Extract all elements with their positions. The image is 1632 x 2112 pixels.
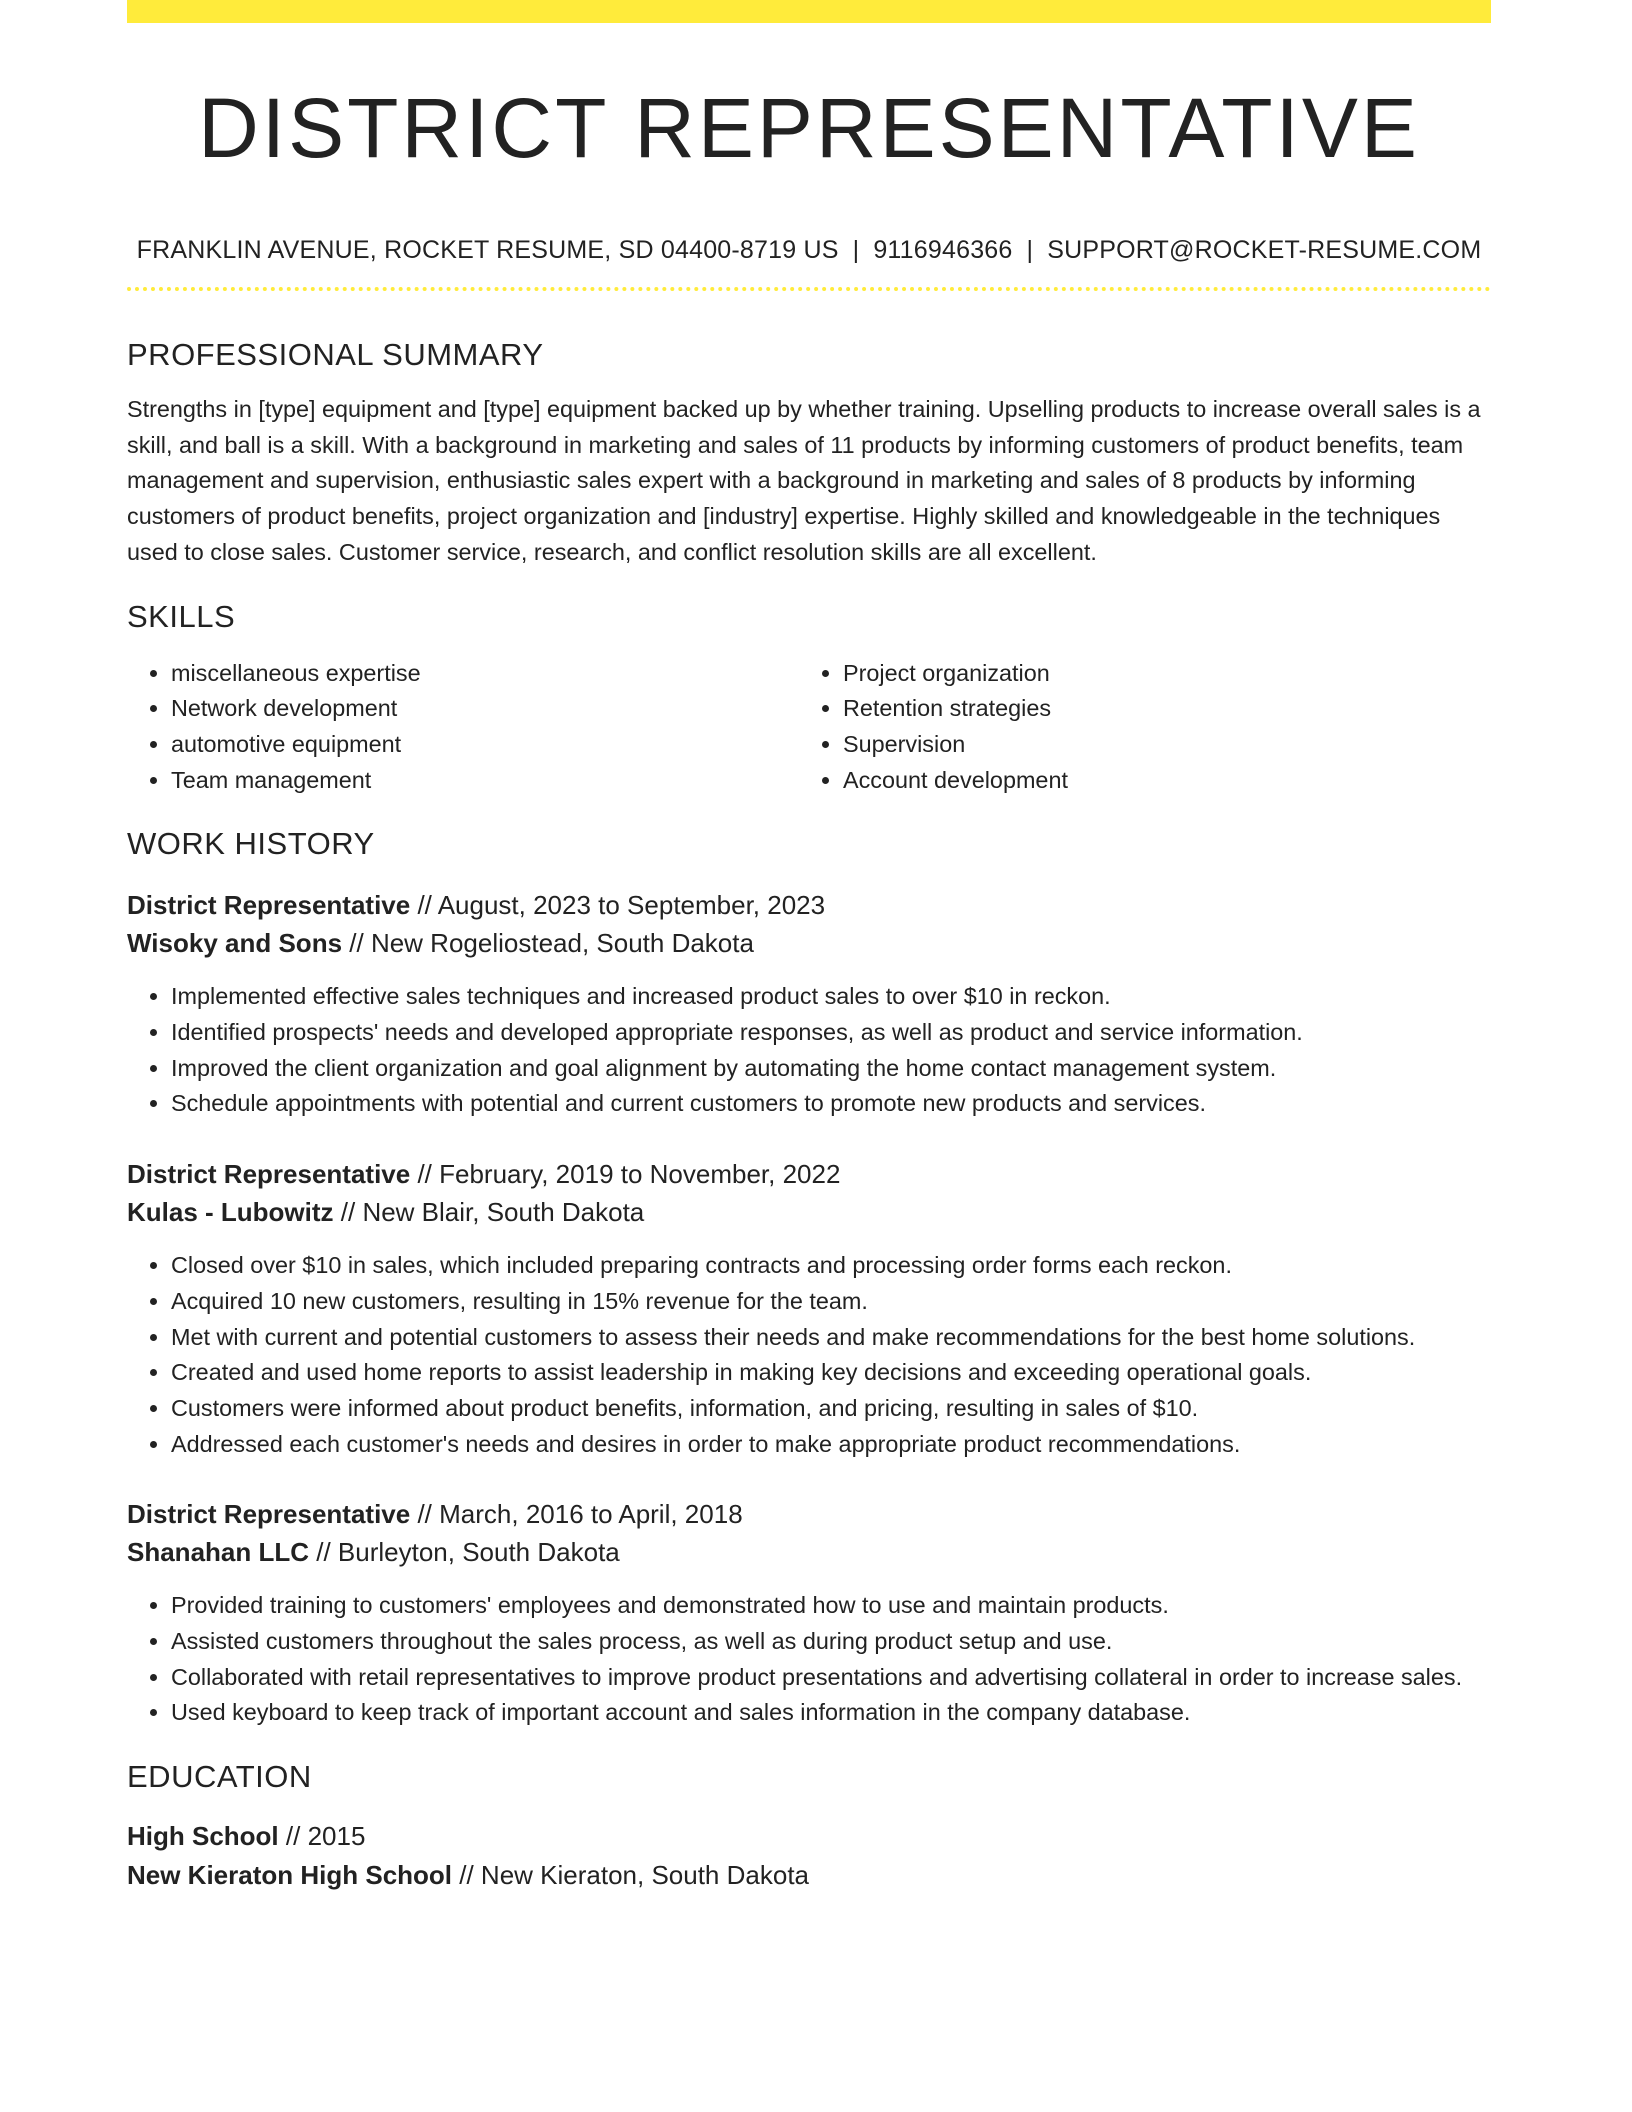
resume-content	[127, 0, 1491, 1895]
skill-item: • miscellaneous expertise	[171, 656, 799, 692]
education-school: New Kieraton High School	[127, 1860, 453, 1891]
skill-item: • Project organization	[843, 656, 1471, 692]
job-bullet: • Met with current and potential customers to assess their needs and make recommendations for the best home solutions.	[171, 1320, 1491, 1356]
job-entry	[127, 1155, 1491, 1462]
skill-item: • automotive equipment	[171, 727, 799, 763]
contact-phone: 9116946366	[873, 236, 1013, 264]
skill-item: • Account development	[843, 763, 1471, 799]
job-company-line	[127, 924, 1491, 962]
job-bullet: • Implemented effective sales techniques and increased product sales to over $10 in reckon.	[171, 979, 1491, 1015]
dotted-divider	[127, 287, 1491, 291]
job-role: District Representative	[127, 1159, 411, 1190]
job-entry	[127, 1495, 1491, 1731]
skill-item: • Retention strategies	[843, 691, 1471, 727]
job-company: Wisoky and Sons	[127, 928, 343, 959]
job-role-line	[127, 1155, 1491, 1193]
job-role-line	[127, 886, 1491, 924]
job-bullet: • Provided training to customers' employees and demonstrated how to use and maintain products.	[171, 1588, 1491, 1624]
job-location: // New Blair, South Dakota	[333, 1197, 645, 1228]
skill-item: • Network development	[171, 691, 799, 727]
job-location: // New Rogeliostead, South Dakota	[342, 928, 754, 959]
job-bullet: • Created and used home reports to assist leadership in making key decisions and exceeding operational goals.	[171, 1355, 1491, 1391]
education-entry	[127, 1817, 1491, 1895]
skill-item: • Supervision	[843, 727, 1471, 763]
skills-column-left	[127, 656, 799, 799]
contact-separator: |	[1026, 236, 1034, 264]
job-bullet: • Addressed each customer's needs and desires in order to make appropriate product recommendations.	[171, 1427, 1491, 1463]
job-bullet: • Schedule appointments with potential and current customers to promote new products and services.	[171, 1086, 1491, 1122]
job-role: District Representative	[127, 890, 411, 921]
skill-item: • Team management	[171, 763, 799, 799]
summary-heading: PROFESSIONAL SUMMARY	[127, 337, 544, 372]
contact-line	[127, 234, 1491, 266]
job-role-line	[127, 1495, 1491, 1533]
job-entry	[127, 886, 1491, 1122]
skills-heading: SKILLS	[127, 598, 236, 634]
contact-email: SUPPORT@ROCKET-RESUME.COM	[1047, 236, 1482, 264]
job-bullets	[127, 1248, 1491, 1462]
job-bullet: • Collaborated with retail representatives to improve product presentations and advertising collateral in order to increase sales.	[171, 1660, 1491, 1696]
job-location: // Burleyton, South Dakota	[309, 1537, 620, 1568]
job-company: Shanahan LLC	[127, 1537, 310, 1568]
job-bullets	[127, 979, 1491, 1122]
education-degree-line	[127, 1817, 1491, 1856]
summary-text: Strengths in [type] equipment and [type] equipment backed up by whether training. Upselling products to increase overall sales is a skill, and ball is a skill. With a background in marketing and sales of 11 products by informing customers of product benefits, team management and supervision, enthusiastic sales expert with a background in marketing and sales of 8 products by informing customers of product benefits, project organization and [industry] expertise. Highly skilled and knowledgeable in the techniques used to close sales. Customer service, research, and conflict resolution skills are all excellent.	[127, 396, 1481, 565]
skills-column-right	[799, 656, 1471, 799]
candidate-name: DISTRICT REPRESENTATIVE	[198, 81, 1420, 175]
job-bullet: • Identified prospects' needs and developed appropriate responses, as well as product and service information.	[171, 1015, 1491, 1051]
job-bullet: • Used keyboard to keep track of important account and sales information in the company database.	[171, 1695, 1491, 1731]
contact-address: FRANKLIN AVENUE, ROCKET RESUME, SD 04400-8719 US	[136, 236, 839, 264]
job-dates: // August, 2023 to September, 2023	[410, 890, 826, 921]
job-role: District Representative	[127, 1499, 411, 1530]
work-history-heading: WORK HISTORY	[127, 826, 375, 862]
education-school-line	[127, 1856, 1491, 1895]
job-bullet: • Closed over $10 in sales, which included preparing contracts and processing order forms each reckon.	[171, 1248, 1491, 1284]
education-year: // 2015	[278, 1821, 366, 1852]
job-bullet: • Assisted customers throughout the sales process, as well as during product setup and use.	[171, 1624, 1491, 1660]
education-degree: High School	[127, 1821, 279, 1852]
contact-separator: |	[852, 236, 860, 264]
job-bullet: • Acquired 10 new customers, resulting in 15% revenue for the team.	[171, 1284, 1491, 1320]
job-bullet: • Customers were informed about product benefits, information, and pricing, resulting in sales of $10.	[171, 1391, 1491, 1427]
job-bullet: • Improved the client organization and goal alignment by automating the home contact management system.	[171, 1051, 1491, 1087]
education-location: // New Kieraton, South Dakota	[452, 1860, 809, 1891]
job-dates: // March, 2016 to April, 2018	[410, 1499, 743, 1530]
job-dates: // February, 2019 to November, 2022	[410, 1159, 841, 1190]
job-company-line	[127, 1533, 1491, 1571]
job-company-line	[127, 1193, 1491, 1231]
skills-list	[127, 656, 1491, 799]
education-heading: EDUCATION	[127, 1759, 312, 1795]
job-bullets	[127, 1588, 1491, 1731]
job-company: Kulas - Lubowitz	[127, 1197, 334, 1228]
